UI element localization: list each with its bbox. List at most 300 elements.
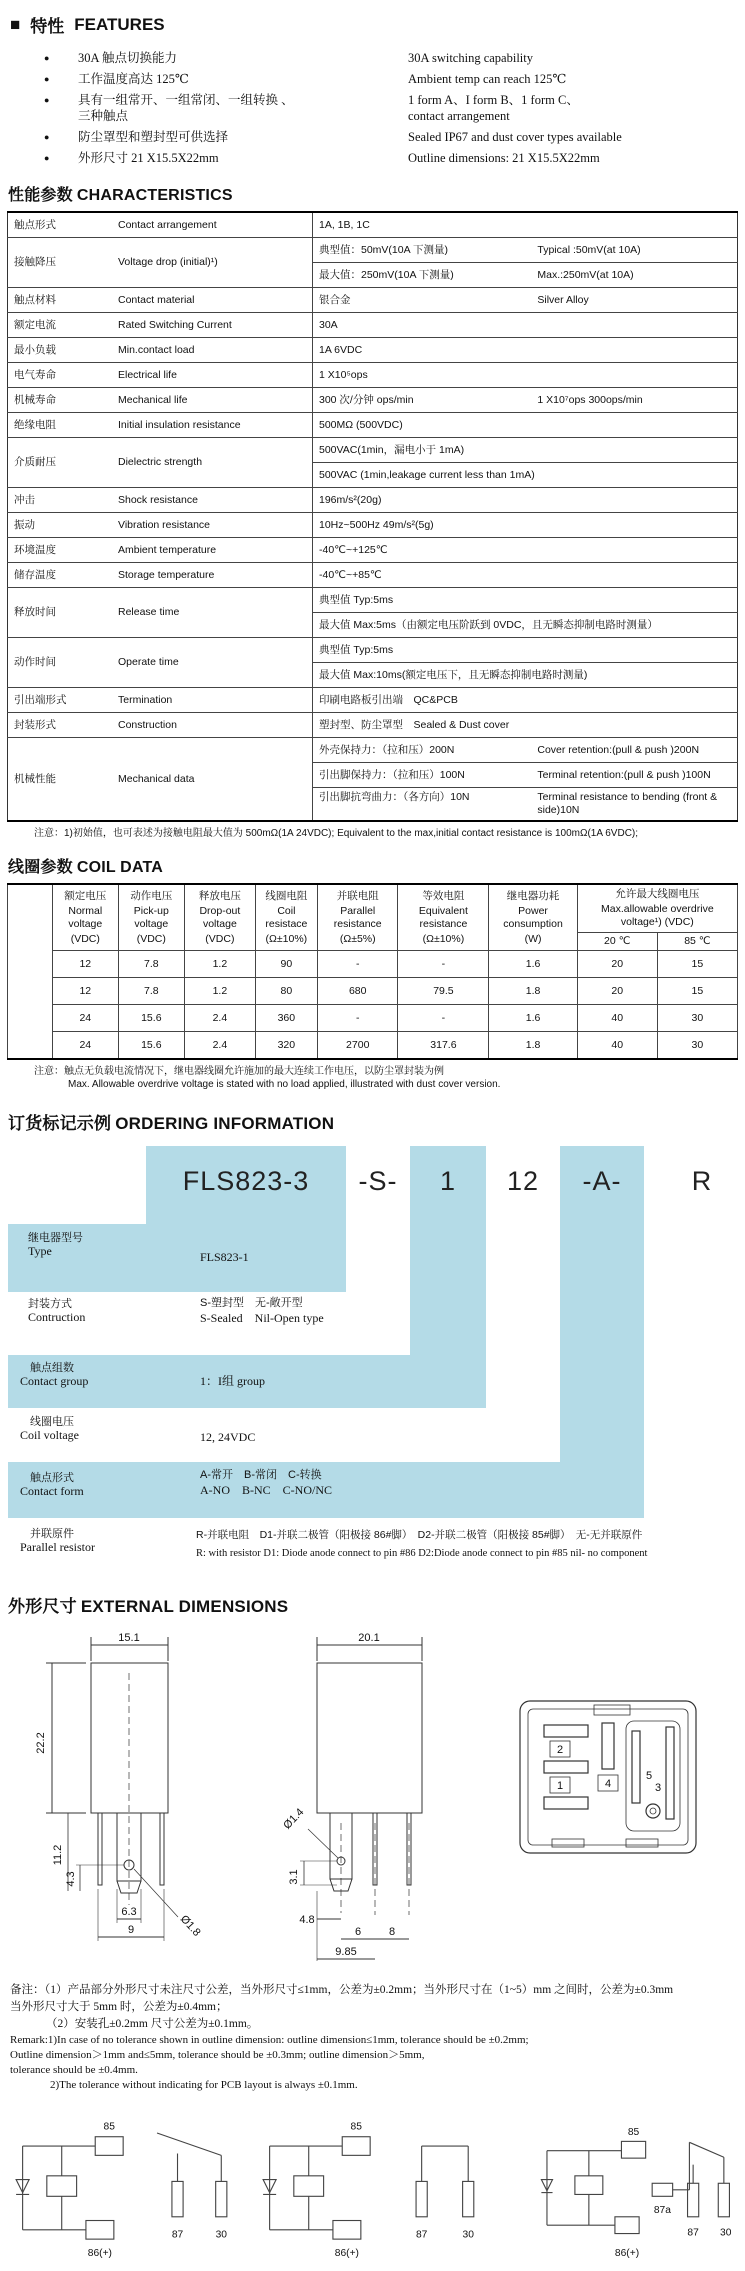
coil-rows-0-8: 15	[657, 951, 737, 978]
static-th	[255, 884, 317, 951]
bullet-icon: ●	[44, 52, 50, 63]
ordering-diagram	[0, 1140, 745, 1578]
static-div	[319, 394, 731, 407]
coil-rows-3-5: 317.6	[398, 1032, 489, 1060]
characteristics-note: 注意：1)初始值，也可表述为接触电阻最大值为 500mΩ(1A 24VDC); Equivalent to the max,initial contact resistance is 100mΩ(1A 6VDC);	[34, 828, 639, 839]
dimensions-view3-p5: 3	[654, 1782, 662, 1794]
characteristics-rows-8-sub-0-v: 500VAC(1min，漏电小于 1mA)	[313, 438, 738, 463]
ordering-rows-1-zh: 封装方式	[28, 1298, 72, 1310]
table-row	[8, 638, 738, 663]
characteristics-rows-16-v: 塑封型、防尘罩型 Sealed & Dust cover	[313, 713, 738, 738]
coil-rows-3-7: 40	[577, 1032, 657, 1060]
static-td	[313, 738, 738, 763]
static-div	[78, 92, 408, 124]
characteristics-rows-15-zh: 引出端形式	[8, 688, 113, 713]
part-code-segment: -A-	[582, 1166, 622, 1196]
table-row	[8, 563, 738, 588]
table-row	[8, 212, 738, 238]
remarks-en3: tolerance should be ±0.4mm.	[10, 2064, 138, 2076]
coil-h-0-en: Normal voltage	[68, 904, 103, 930]
ordering-row-label	[20, 1528, 95, 1554]
ordering-title	[8, 1109, 745, 1134]
static-div	[319, 769, 731, 782]
dimensions-view1-w: 15.1	[118, 1632, 140, 1644]
dimensions-view2-c: 8	[388, 1926, 396, 1938]
wiring-d4_l: 87	[416, 2229, 428, 2241]
coil-h-4-unit: (Ω±5%)	[339, 932, 376, 945]
wiring-d3_top: 85	[350, 2121, 362, 2133]
dimensions-view2-hole: Ø1.4	[281, 1806, 307, 1832]
wiring-d2_r: 30	[215, 2229, 227, 2241]
coil-note	[34, 1065, 745, 1091]
wiring-diagram-contact-no	[144, 2103, 251, 2271]
characteristics-rows-16-zh: 封装形式	[8, 713, 113, 738]
remarks-zh1: 备注：（1）产品部分外形尺寸未注尺寸公差，当外形尺寸≤1mm，公差为±0.2mm；当外形尺寸在（1~5）mm 之间时，公差为±0.3mm	[10, 1984, 674, 1996]
part-code-segment: 1	[439, 1166, 457, 1196]
coil-title	[8, 854, 745, 877]
coil-h-2-unit: (VDC)	[205, 932, 235, 945]
feature-item	[0, 126, 745, 147]
wiring-d4_r: 30	[462, 2229, 475, 2241]
remarks-en4: 2)The tolerance without indicating for PCB layout is always ±0.1mm.	[50, 2079, 358, 2091]
coil-rows-1-8: 15	[657, 978, 737, 1005]
static-th	[53, 884, 119, 951]
characteristics-rows-2-en: Contact material	[112, 288, 313, 313]
characteristics-rows-10-v: 10Hz~500Hz 49m/s²(5g)	[313, 513, 738, 538]
characteristics-rows-4-zh: 最小负载	[8, 338, 113, 363]
dimensions-view2-w: 20.1	[358, 1632, 380, 1644]
characteristics-rows-2-zh: 触点材料	[8, 288, 113, 313]
characteristics-rows-1-sub-1-e: Max.:250mV(at 10A)	[537, 268, 634, 281]
characteristics-rows-0-en: Contact arrangement	[112, 212, 313, 238]
coil-rows-2-6: 1.6	[489, 1005, 577, 1032]
coil-rows-2-8: 30	[657, 1005, 737, 1032]
coil-rows-0-1: 7.8	[118, 951, 184, 978]
characteristics-rows-2-vz: 银合金	[319, 293, 351, 306]
characteristics-rows-11-v: -40℃~+125℃	[313, 538, 738, 563]
part-code-segment: 12	[506, 1166, 540, 1196]
ordering-row-label	[20, 1416, 79, 1442]
part-code-segment: -S-	[358, 1166, 398, 1196]
wiring-d1_top: 85	[103, 2121, 115, 2133]
dimensions-title_en: EXTERNAL DIMENSIONS	[80, 1597, 289, 1616]
coil-overdrive_sub-1: 85 ℃	[657, 933, 737, 951]
table-row	[8, 488, 738, 513]
coil-h-6-zh: 继电器功耗	[506, 889, 560, 902]
table-row	[8, 288, 738, 313]
characteristics-rows-17-zh: 机械性能	[8, 738, 113, 822]
feature-item	[0, 147, 745, 168]
table-row	[8, 313, 738, 338]
remarks-en2: Outline dimension＞1mm and≤5mm, tolerance should be ±0.3mm; outline dimension＞5mm,	[10, 2049, 425, 2061]
characteristics-rows-17-en: Mechanical data	[112, 738, 313, 822]
characteristics-title_en: CHARACTERISTICS	[76, 187, 233, 204]
characteristics-rows-12-en: Storage temperature	[112, 563, 313, 588]
coil-rows-0-4: -	[318, 951, 398, 978]
remarks-en1: Remark:1)In case of no tolerance shown in outline dimension: outline dimension≤1mm, tolerance should be ±0.2mm;	[10, 2034, 529, 2046]
coil-rows-3-8: 30	[657, 1032, 737, 1060]
characteristics-rows-6-en: Mechanical life	[112, 388, 313, 413]
table-row	[8, 538, 738, 563]
wiring-diagram-contact-nc	[390, 2103, 506, 2271]
coil-rows-2-5: -	[398, 1005, 489, 1032]
characteristics-rows-1-zh: 接触降压	[8, 238, 113, 288]
feature-item	[0, 47, 745, 68]
features-items-0-zh: 30A 触点切换能力	[78, 50, 177, 65]
static-td	[313, 788, 738, 822]
dimensions-view2-b: 6	[354, 1926, 362, 1938]
coil-h-5-unit: (Ω±10%)	[422, 932, 465, 945]
ordering-rows-4-ve: A-NO B-NC C-NO/NC	[200, 1483, 333, 1497]
dimensions-view1-span: 9	[127, 1924, 135, 1936]
part-code-segment: FLS823-3	[182, 1166, 310, 1196]
ordering-title_zh: 订货标记示例	[8, 1114, 112, 1133]
features-items-1-en: Ambient temp can reach 125℃	[408, 71, 567, 86]
characteristics-rows-17-sub-1-e: Terminal retention:(pull & push )100N	[537, 768, 711, 781]
ordering-rows-0-en: Type	[28, 1244, 52, 1258]
wiring-d5_c: 30	[719, 2227, 732, 2239]
static-div	[319, 791, 731, 817]
characteristics-rows-1-sub-0-e: Typical :50mV(at 10A)	[537, 243, 641, 256]
ordering-row-value: FLS823-1	[200, 1250, 249, 1264]
coil-h-1-unit: (VDC)	[136, 932, 166, 945]
coil-h-1-zh: 动作电压	[130, 889, 173, 902]
characteristics-rows-1-sub-1-z: 最大值：250mV(10A 下测量)	[319, 268, 454, 281]
features-title	[10, 12, 745, 37]
characteristics-rows-0-zh: 触点形式	[8, 212, 113, 238]
characteristics-rows-0-v: 1A, 1B, 1C	[313, 212, 738, 238]
characteristics-rows-17-sub-0-e: Cover retention:(pull & push )200N	[537, 743, 700, 756]
coil-h-0-zh: 额定电压	[64, 889, 107, 902]
coil-h-2-en: Drop-out voltage	[199, 904, 241, 930]
table-row	[8, 713, 738, 738]
characteristics-rows-14-sub-1-v: 最大值 Max:10ms(额定电压下，且无瞬态抑制电路时测量)	[313, 663, 738, 688]
coil-rows-0-3: 90	[255, 951, 317, 978]
ordering-rows-3-zh: 线圈电压	[30, 1416, 74, 1428]
table-row	[8, 688, 738, 713]
feature-item	[0, 68, 745, 89]
coil-rows-1-4: 680	[318, 978, 398, 1005]
characteristics-rows-16-en: Construction	[112, 713, 313, 738]
table-row	[8, 438, 738, 463]
characteristics-rows-15-v: 印刷电路板引出端 QC&PCB	[313, 688, 738, 713]
ordering-rows-5-zh: 并联原件	[30, 1528, 74, 1540]
coil-rows-1-3: 80	[255, 978, 317, 1005]
coil-rows-2-7: 40	[577, 1005, 657, 1032]
part-code-segment: R	[691, 1166, 713, 1196]
characteristics-rows-3-zh: 额定电流	[8, 313, 113, 338]
static-th	[185, 884, 256, 951]
characteristics-rows-7-en: Initial insulation resistance	[112, 413, 313, 438]
coil-h-5-en: Equivalent resistance	[418, 904, 468, 930]
characteristics-rows-8-sub-1-v: 500VAC (1min,leakage current less than 1mA)	[313, 463, 738, 488]
characteristics-rows-13-en: Release time	[112, 588, 313, 638]
ordering-rows-5-en: Parallel resistor	[20, 1540, 95, 1554]
characteristics-rows-17-sub-2-z: 引出脚抗弯曲力：（各方向）10N	[319, 791, 470, 803]
table-row	[8, 338, 738, 363]
static-div	[319, 744, 731, 757]
features-list	[0, 47, 745, 168]
ordering-rows-1-vz: S-塑封型 无-敞开型	[200, 1297, 303, 1309]
wiring-d5_b: 87	[687, 2227, 699, 2239]
coil-h-4-en: Parallel resistance	[333, 904, 382, 930]
characteristics-rows-17-sub-0-z: 外壳保持力：（拉和压）200N	[319, 743, 455, 756]
features-section	[0, 0, 745, 168]
wiring-d5_a: 87a	[653, 2205, 671, 2217]
bullet-icon: ●	[44, 94, 50, 105]
ordering-row-label	[28, 1232, 83, 1258]
static-td	[313, 288, 738, 313]
characteristics-rows-8-zh: 介质耐压	[8, 438, 113, 488]
characteristics-rows-14-en: Operate time	[112, 638, 313, 688]
ordering-row-label	[20, 1472, 84, 1498]
dimensions-view3-p1: 2	[556, 1744, 564, 1756]
static-td	[313, 763, 738, 788]
table-row	[8, 951, 738, 978]
dimensions-view1-blade: 6.3	[121, 1906, 137, 1918]
static-td	[313, 263, 738, 288]
coil-rows-3-2: 2.4	[185, 1032, 256, 1060]
table-row	[8, 388, 738, 413]
wiring-d3_bot: 86(+)	[334, 2247, 359, 2259]
characteristics-rows-9-zh: 冲击	[8, 488, 113, 513]
static-td	[313, 388, 738, 413]
characteristics-title	[8, 182, 745, 205]
ordering-rows-0-zh: 继电器型号	[28, 1232, 83, 1244]
characteristics-rows-12-v: -40℃~+85℃	[313, 563, 738, 588]
features-items-2-en2: contact arrangement	[408, 108, 510, 123]
coil-rows-3-4: 2700	[318, 1032, 398, 1060]
feature-item	[0, 89, 745, 126]
wiring-diagram-coil-diode	[4, 2103, 144, 2271]
features-items-3-en: Sealed IP67 and dust cover types available	[408, 129, 622, 144]
coil-h-3-zh: 线圈电阻	[265, 889, 308, 902]
dimension-drawings	[16, 1623, 745, 1968]
table-row	[8, 738, 738, 763]
remarks-section	[10, 1982, 745, 2093]
dimensions-view3-p4: 5	[645, 1770, 653, 1782]
characteristics-rows-6-ve: 1 X10⁷ops 300ops/min	[537, 393, 643, 406]
features-title-zh: 特性	[30, 17, 65, 36]
characteristics-rows-6-vz: 300 次/分钟 ops/min	[319, 393, 414, 406]
features-items-3-zh: 防尘罩型和塑封型可供选择	[78, 129, 229, 144]
characteristics-rows-4-v: 1A 6VDC	[313, 338, 738, 363]
coil-title_zh: 线圈参数	[8, 859, 73, 876]
characteristics-rows-13-sub-0-v: 典型值 Typ:5ms	[313, 588, 738, 613]
characteristics-rows-13-sub-1-v: 最大值 Max:5ms（由额定电压阶跃到 0VDC，且无瞬态抑制电路时测量）	[313, 613, 738, 638]
remarks-zh3: （2）安装孔±0.2mm 尺寸公差为±0.1mm。	[46, 2018, 259, 2030]
characteristics-rows-9-en: Shock resistance	[112, 488, 313, 513]
characteristics-rows-14-zh: 动作时间	[8, 638, 113, 688]
table-row	[8, 1005, 738, 1032]
static-th	[398, 884, 489, 951]
coil-rows-1-1: 7.8	[118, 978, 184, 1005]
characteristics-rows-11-zh: 环境温度	[8, 538, 113, 563]
characteristics-rows-5-zh: 电气寿命	[8, 363, 113, 388]
coil-rows-2-4: -	[318, 1005, 398, 1032]
table-row	[8, 884, 738, 933]
wiring-d2_l: 87	[171, 2229, 183, 2241]
characteristics-rows-1-sub-0-z: 典型值：50mV(10A 下测量)	[319, 243, 448, 256]
coil-h-3-unit: (Ω±10%)	[265, 932, 308, 945]
characteristics-rows-3-v: 30A	[313, 313, 738, 338]
characteristics-rows-5-en: Electrical life	[112, 363, 313, 388]
ordering-rows-4-zh: 触点形式	[30, 1472, 74, 1484]
table-row	[8, 238, 738, 263]
coil-overdrive_sub-0: 20 ℃	[577, 933, 657, 951]
coil-h-3-en: Coil resistace	[265, 904, 308, 930]
bullet-icon: ●	[44, 152, 50, 163]
wiring-diagram-coil-diode	[251, 2103, 391, 2271]
static-td	[8, 884, 53, 1059]
wiring-diagram-changeover	[533, 2103, 745, 2271]
coil-rows-3-6: 1.8	[489, 1032, 577, 1060]
characteristics-rows-6-zh: 机械寿命	[8, 388, 113, 413]
square-bullet-icon: ■	[10, 14, 21, 34]
ordering-rows-4-en: Contact form	[20, 1484, 84, 1498]
ordering-rows-2-en: Contact group	[20, 1374, 89, 1388]
ordering-row-value	[200, 1296, 324, 1326]
coil-h-4-zh: 并联电阻	[336, 889, 379, 902]
coil-h-7-zh: 允许最大线圈电压	[615, 888, 700, 900]
features-items-1-zh: 工作温度高达 125℃	[78, 71, 189, 86]
coil-rows-1-7: 20	[577, 978, 657, 1005]
characteristics-rows-15-en: Termination	[112, 688, 313, 713]
coil-rows-3-3: 320	[255, 1032, 317, 1060]
coil-rows-1-6: 1.8	[489, 978, 577, 1005]
bullet-icon: ●	[44, 73, 50, 84]
characteristics-rows-7-v: 500MΩ (500VDC)	[313, 413, 738, 438]
static-div	[319, 269, 731, 282]
table-row	[8, 1032, 738, 1060]
dimensions-title_zh: 外形尺寸	[8, 1597, 77, 1616]
characteristics-rows-11-en: Ambient temperature	[112, 538, 313, 563]
features-items-0-en: 30A switching capability	[408, 50, 533, 65]
characteristics-rows-4-en: Min.contact load	[112, 338, 313, 363]
coil-rows-0-6: 1.6	[489, 951, 577, 978]
bullet-icon: ●	[44, 131, 50, 142]
ordering-rows-3-en: Coil voltage	[20, 1428, 79, 1442]
characteristics-rows-17-sub-1-z: 引出脚保持力：（拉和压）100N	[319, 768, 465, 781]
dimensions-view3-p2: 4	[604, 1778, 612, 1790]
dimensions-view1-pin: 11.2	[52, 1844, 64, 1866]
static-div	[319, 294, 731, 307]
wiring-d5_bot: 86(+)	[614, 2247, 639, 2259]
characteristics-rows-9-v: 196m/s²(20g)	[313, 488, 738, 513]
features-items-4-zh: 外形尺寸 21 X15.5X22mm	[78, 150, 219, 165]
coil-rows-1-5: 79.5	[398, 978, 489, 1005]
ordering-row-value: 12, 24VDC	[200, 1430, 256, 1444]
relay-bottom-view-drawing	[508, 1693, 708, 1868]
characteristics-rows-10-en: Vibration resistance	[112, 513, 313, 538]
wiring-diagrams	[4, 2103, 745, 2271]
table-row	[8, 978, 738, 1005]
ordering-row-value: R-并联电阻 D1-并联二极管（阳极接 86#脚） D2-并联二极管（阳极接 85#脚） 无-无并联原件	[196, 1529, 643, 1541]
features-items-4-en: Outline dimensions: 21 X15.5X22mm	[408, 150, 600, 165]
characteristics-rows-5-v: 1 X10⁵ops	[313, 363, 738, 388]
static-th	[318, 884, 398, 951]
remarks-zh2: 当外形尺寸大于 5mm 时，公差为±0.4mm；	[10, 2001, 228, 2013]
coil-rows-0-0: 12	[53, 951, 119, 978]
static-th	[489, 884, 577, 951]
coil-note_en: Max. Allowable overdrive voltage is stated with no load applied, illustrated with dust cover version.	[68, 1079, 501, 1090]
dimensions-view3-p3: 1	[556, 1780, 564, 1792]
table-row	[8, 588, 738, 613]
dimensions-view1-h: 22.2	[35, 1732, 47, 1754]
features-items-2-zh2: 三种触点	[78, 108, 129, 123]
ordering-rows-1-ve: S-Sealed Nil-Open type	[200, 1311, 324, 1325]
dimensions-view2-d: 9.85	[335, 1946, 357, 1958]
characteristics-rows-13-zh: 释放时间	[8, 588, 113, 638]
table-row	[8, 513, 738, 538]
coil-rows-1-0: 12	[53, 978, 119, 1005]
coil-h-1-en: Pick-up voltage	[133, 904, 169, 930]
static-div	[319, 244, 731, 257]
characteristics-rows-3-en: Rated Switching Current	[112, 313, 313, 338]
coil-rows-2-1: 15.6	[118, 1005, 184, 1032]
dimensions-title	[8, 1592, 745, 1617]
static-td	[313, 238, 738, 263]
ordering-row-label	[20, 1362, 88, 1388]
characteristics-title_zh: 性能参数	[8, 187, 73, 204]
features-title-en: FEATURES	[74, 14, 165, 34]
characteristics-rows-8-en: Dielectric strength	[112, 438, 313, 488]
ordering-row-value	[200, 1468, 332, 1498]
coil-rows-3-1: 15.6	[118, 1032, 184, 1060]
coil-rows-2-2: 2.4	[185, 1005, 256, 1032]
ordering-row-value: R: with resistor D1: Diode anode connect to pin #86 D2:Diode anode connect to pin #85 nil- no component	[196, 1548, 648, 1559]
table-row	[8, 363, 738, 388]
coil-h-2-zh: 释放电压	[198, 889, 241, 902]
features-items-2-en: 1 form A、I form B、1 form C、	[408, 92, 579, 107]
coil-h-7-en: Max.allowable overdrive voltage¹) (VDC)	[601, 903, 714, 928]
wiring-d5_top: 85	[627, 2126, 639, 2138]
coil-rows-2-3: 360	[255, 1005, 317, 1032]
coil-h-5-zh: 等效电阻	[422, 889, 465, 902]
coil-rows-1-2: 1.2	[185, 978, 256, 1005]
coil-h-0-unit: (VDC)	[70, 932, 100, 945]
coil-note_zh: 注意：触点无负载电流情况下，继电器线圈允许施加的最大连续工作电压，以防尘罩封装为例	[34, 1066, 444, 1077]
ordering-rows-4-vz: A-常开 B-常闭 C-转换	[200, 1469, 322, 1481]
static-th	[118, 884, 184, 951]
coil-title_en: COIL DATA	[76, 859, 164, 876]
ordering-title_en: ORDERING INFORMATION	[115, 1114, 335, 1133]
characteristics-rows-2-ve: Silver Alloy	[537, 293, 589, 306]
static-div	[408, 92, 745, 124]
dimensions-view1-hole: Ø1.8	[177, 1913, 203, 1939]
relay-side-view-drawing	[16, 1623, 246, 1968]
table-row	[8, 413, 738, 438]
characteristics-rows-14-sub-0-v: 典型值 Typ:5ms	[313, 638, 738, 663]
coil-rows-0-2: 1.2	[185, 951, 256, 978]
features-items-2-zh: 具有一组常开、一组常闭、一组转换 、	[78, 92, 294, 107]
coil-rows-0-7: 20	[577, 951, 657, 978]
characteristics-rows-7-zh: 绝缘电阻	[8, 413, 113, 438]
characteristics-table	[7, 211, 738, 822]
ordering-row-label	[28, 1298, 85, 1324]
characteristics-rows-12-zh: 储存温度	[8, 563, 113, 588]
coil-table	[7, 883, 738, 1060]
wiring-d1_bot: 86(+)	[87, 2247, 112, 2259]
ordering-rows-2-zh: 触点组数	[30, 1362, 74, 1374]
coil-h-6-en: Power consumption	[503, 904, 563, 930]
characteristics-rows-10-zh: 振动	[8, 513, 113, 538]
characteristics-rows-1-en: Voltage drop (initial)¹)	[112, 238, 313, 288]
coil-rows-3-0: 24	[53, 1032, 119, 1060]
dimensions-view1-tip: 4.3	[65, 1871, 77, 1887]
characteristics-rows-17-sub-2-e: Terminal resistance to bending (front & side)10N	[537, 791, 718, 816]
dimensions-view2-tip: 3.1	[288, 1869, 300, 1885]
